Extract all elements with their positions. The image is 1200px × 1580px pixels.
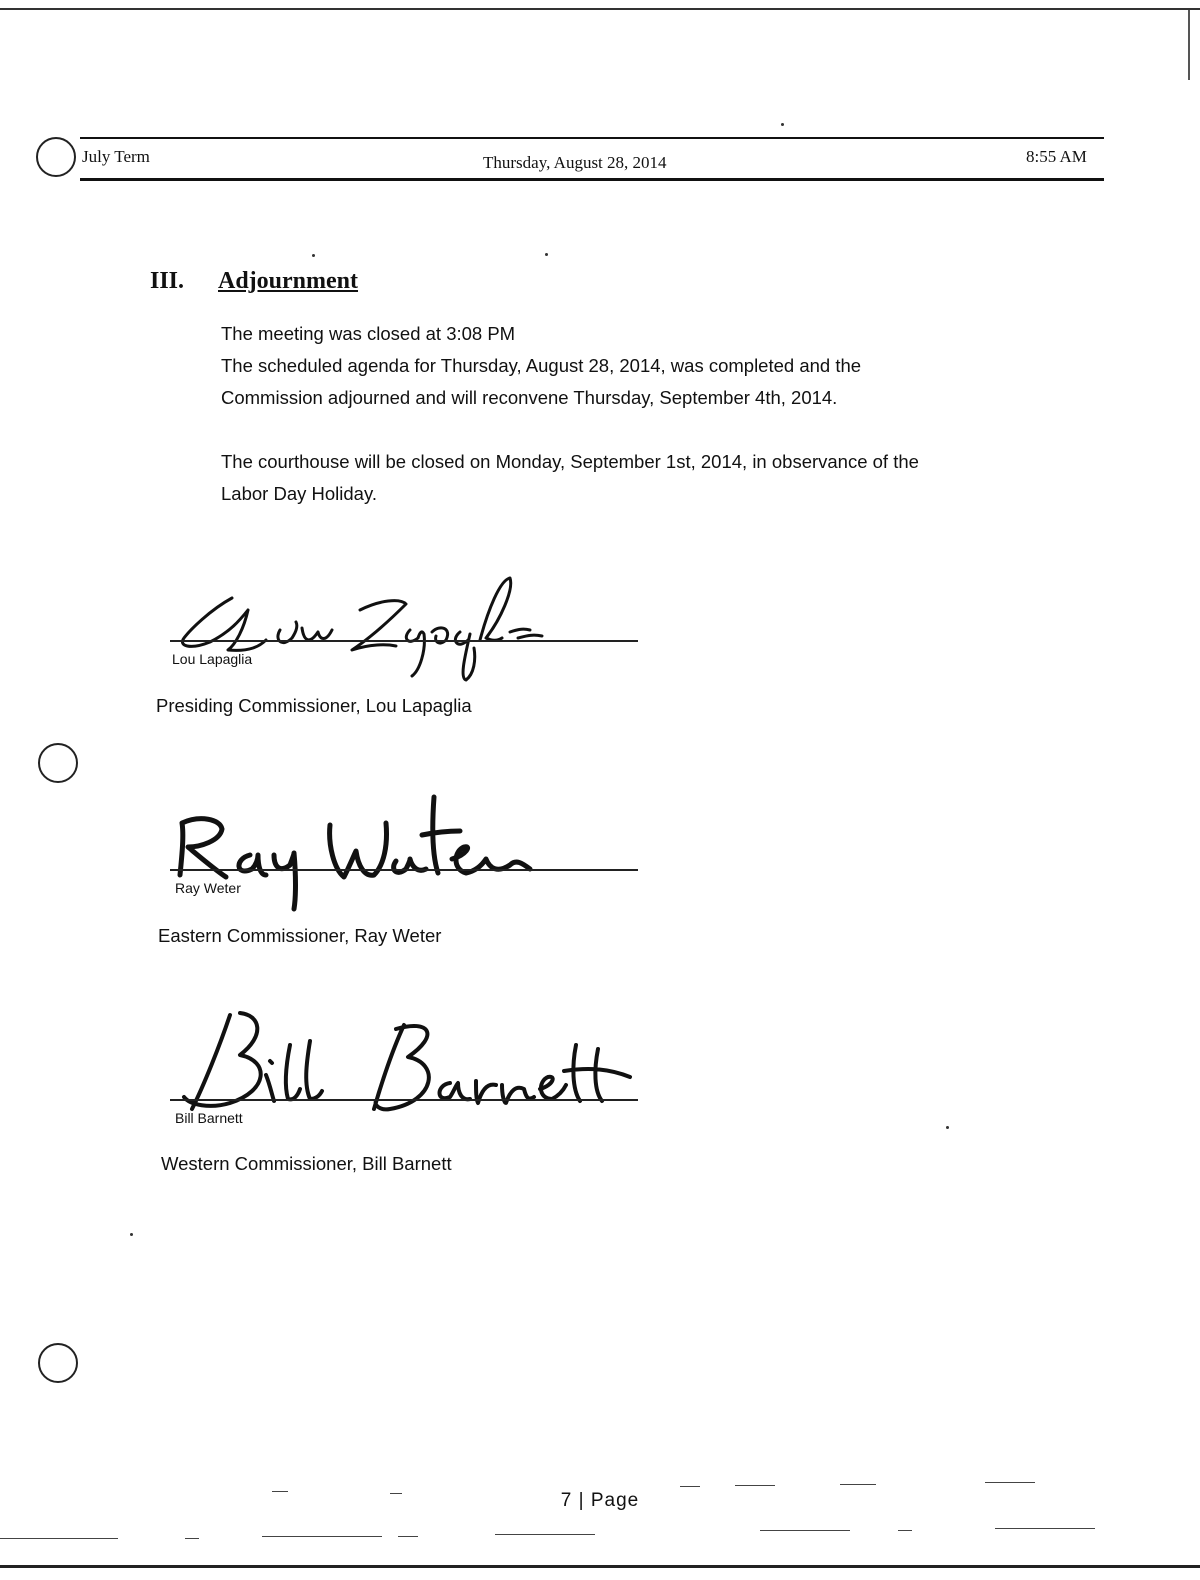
scan-top-edge [0,8,1200,10]
scan-speck [545,253,548,256]
header-term: July Term [82,147,150,166]
scan-dash [760,1530,850,1531]
signature-title: Presiding Commissioner, Lou Lapaglia [156,695,472,716]
section-heading [150,268,358,295]
header-time: 8:55 AM [1026,147,1087,166]
paragraph-meeting-closed [221,318,861,414]
section-number: III. [150,268,185,294]
paragraph-holiday [221,446,919,510]
scan-dash [985,1482,1035,1483]
scan-dash [272,1491,288,1492]
paragraph-line: The courthouse will be closed on Monday, September 1st, 2014, in observance of the [221,451,919,472]
scan-dash [390,1493,402,1494]
scan-dash [398,1536,418,1537]
scan-dash [495,1534,595,1535]
scan-dash [680,1486,700,1487]
scan-dash [898,1530,912,1531]
signature-printed-name: Lou Lapaglia [172,651,253,667]
header-date: Thursday, August 28, 2014 [483,153,667,172]
scan-dash [0,1538,118,1539]
scan-right-edge [1188,10,1190,80]
signature-line [170,869,638,871]
header-rule-top [80,137,1104,139]
binder-hole-bottom [38,1343,78,1383]
scan-dash [995,1528,1095,1529]
signature-printed-name: Bill Barnett [175,1110,243,1126]
page-number: 7 | Page [560,1490,640,1511]
scan-speck [312,254,315,257]
signature-title: Western Commissioner, Bill Barnett [161,1153,452,1174]
scan-speck [781,123,784,126]
scan-dash [840,1484,876,1485]
header-rule-bottom [80,178,1104,181]
scan-bottom-edge [0,1565,1200,1568]
signature-line [170,1099,638,1101]
scan-dash [735,1485,775,1486]
signature-title: Eastern Commissioner, Ray Weter [158,925,442,946]
paragraph-line: The scheduled agenda for Thursday, August 28, 2014, was completed and the [221,355,862,376]
scan-dash [185,1538,199,1539]
signature-lou-lapaglia [170,570,590,690]
paragraph-line: Commission adjourned and will reconvene Thursday, September 4th, 2014. [221,387,838,408]
section-title: Adjournment [218,268,359,294]
scan-dash [262,1536,382,1537]
binder-hole-top [36,137,76,177]
scan-speck [130,1233,133,1236]
signature-printed-name: Ray Weter [175,880,241,896]
paragraph-line: The meeting was closed at 3:08 PM [221,323,516,344]
scan-speck [946,1126,949,1129]
paragraph-line: Labor Day Holiday. [221,483,377,504]
binder-hole-middle [38,743,78,783]
signature-line [170,640,638,642]
